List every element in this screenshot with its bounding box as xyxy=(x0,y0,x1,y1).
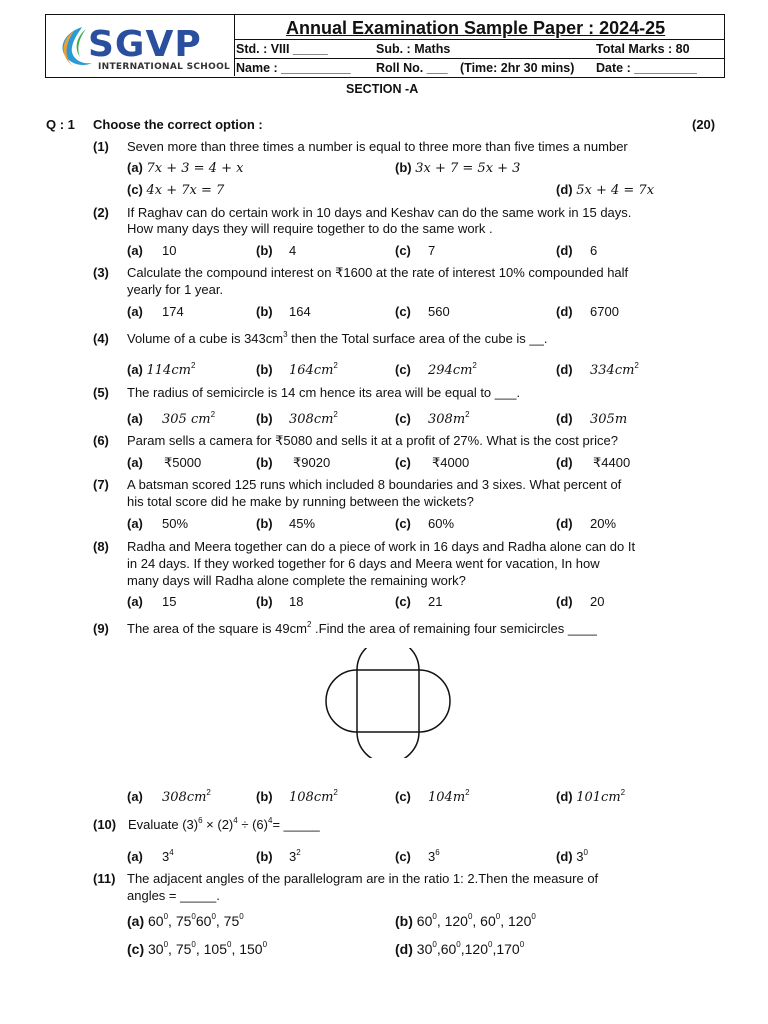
question-number: (6) xyxy=(93,433,109,448)
question-number: (5) xyxy=(93,385,109,400)
question-text: his total score did he make by running between the wickets? xyxy=(127,494,474,509)
question-text: The area of the square is $49cm^2$ .Find the area of remaining four semicircles ____ xyxy=(127,620,597,636)
option-b: (b) $60^0$, $120^0$, $60^0$, $120^0$ xyxy=(395,912,536,929)
option-d-label: (d) xyxy=(556,362,573,377)
subject-field: Sub. : Maths xyxy=(376,42,451,56)
option-d: (d) 5x + 4 = 7x xyxy=(556,182,655,198)
option-a-label: (a) xyxy=(127,304,143,319)
option-b-label: (b) xyxy=(256,243,273,258)
option-d: (d) $101cm^2$ xyxy=(556,788,626,805)
option-c: (c) $30^0$, $75^0$, $105^0$, $150^0$ xyxy=(127,940,268,957)
option-c: 560 xyxy=(428,304,450,319)
school-logo xyxy=(46,15,235,76)
question-text: in 24 days. If they worked together for 6 days and Meera went for vacation, In how xyxy=(127,556,600,571)
option-c-label: (c) xyxy=(395,849,411,864)
option-a: (a) $114cm^2$ xyxy=(127,361,196,378)
date-field: Date : _________ xyxy=(596,61,697,75)
option-b-label: (b) xyxy=(256,411,273,426)
option-d: 305m xyxy=(590,412,628,427)
option-a-label: (a) xyxy=(127,789,143,804)
option-d: (d) $30^0,60^0,120^0,170^0$ xyxy=(395,940,525,957)
option-c: 21 xyxy=(428,594,443,609)
option-a-label: (a) xyxy=(127,411,143,426)
option-c: 60% xyxy=(428,516,455,531)
option-b: $108cm^2$ xyxy=(289,788,338,805)
question-text: angles = _____. xyxy=(127,888,220,903)
option-a: 305 $cm^2$ xyxy=(162,410,216,427)
question-text: The adjacent angles of the parallelogram are in the ratio 1: 2.Then the measure of xyxy=(127,871,599,886)
time-field: (Time: 2hr 30 mins) xyxy=(460,61,575,75)
option-a-label: (a) xyxy=(127,516,143,531)
option-b: $164cm^2$ xyxy=(289,361,338,378)
std-field: Std. : VIII _____ xyxy=(236,42,328,56)
option-c-label: (c) xyxy=(395,789,411,804)
option-d-label: (d) xyxy=(556,243,573,258)
option-a-label: (a) xyxy=(127,455,143,470)
option-c-label: (c) xyxy=(395,516,411,531)
option-d-label: (d) xyxy=(556,304,573,319)
option-c: $308m^2$ xyxy=(428,410,470,427)
option-d-label: (d) xyxy=(556,455,573,470)
option-d: ₹4400 xyxy=(593,455,631,470)
option-a: (a) $60^0$, $75^060^0$, $75^0$ xyxy=(127,912,244,929)
option-d: $334cm^2$ xyxy=(590,361,639,378)
option-b: $3^2$ xyxy=(289,848,301,864)
option-b-label: (b) xyxy=(256,516,273,531)
option-c-label: (c) xyxy=(395,362,411,377)
name-field: Name : __________ xyxy=(236,61,351,75)
question-number: (4) xyxy=(93,331,109,346)
q1-number: Q : 1 xyxy=(46,117,75,132)
option-b: 18 xyxy=(289,594,304,609)
option-b-label: (b) xyxy=(256,304,273,319)
question-text: The radius of semicircle is 14 cm hence its area will be equal to ___. xyxy=(127,385,521,400)
semicircle-bottom xyxy=(357,732,419,758)
question-text: How many days they will require together to do the same work . xyxy=(127,221,493,236)
option-c-label: (c) xyxy=(395,304,411,319)
question-text: Param sells a camera for ₹5080 and sells it at a profit of 27%. What is the cost price? xyxy=(127,433,618,448)
option-b-label: (b) xyxy=(256,789,273,804)
question-number: (3) xyxy=(93,265,109,280)
section-title: SECTION -A xyxy=(346,82,419,96)
option-a: 50% xyxy=(162,516,189,531)
option-c: $104m^2$ xyxy=(428,788,470,805)
option-d-label: (d) xyxy=(556,594,573,609)
question-text: Evaluate $(3)^6 \times (2)^4 \div (6)^4=$ _____ xyxy=(128,816,320,832)
option-b-label: (b) xyxy=(256,362,273,377)
option-a-label: (a) xyxy=(127,243,143,258)
question-text: yearly for 1 year. xyxy=(127,282,224,297)
option-d: 20% xyxy=(590,516,617,531)
option-a: ₹5000 xyxy=(164,455,202,470)
option-a: 10 xyxy=(162,243,177,258)
paper-title: Annual Examination Sample Paper : 2024-25 xyxy=(286,18,666,38)
question-number: (11) xyxy=(93,871,116,886)
question-text: If Raghav can do certain work in 10 days and Keshav can do the same work in 15 days. xyxy=(127,205,632,220)
option-b: ₹9020 xyxy=(293,455,331,470)
question-number: (10) xyxy=(93,817,117,832)
option-b-label: (b) xyxy=(256,455,273,470)
question-number: (9) xyxy=(93,621,109,636)
question-number: (2) xyxy=(93,205,109,220)
option-a: $3^4$ xyxy=(162,848,174,864)
option-a: 174 xyxy=(162,304,184,319)
logo-subtitle: INTERNATIONAL SCHOOL xyxy=(98,62,231,72)
option-c: $3^6$ xyxy=(428,848,440,864)
semicircle-left xyxy=(326,670,357,732)
question-number: (8) xyxy=(93,539,109,554)
option-d: 6 xyxy=(590,243,598,258)
roll-field: Roll No. ___ xyxy=(376,61,448,75)
question-number: (7) xyxy=(93,477,109,492)
square-shape xyxy=(357,670,419,732)
option-c-label: (c) xyxy=(395,243,411,258)
option-b: (b) 3x + 7 = 5x + 3 xyxy=(395,160,521,176)
header-row-2 xyxy=(234,58,724,78)
question-text: Radha and Meera together can do a piece of work in 16 days and Radha alone can do It xyxy=(127,539,636,554)
option-d: 20 xyxy=(590,594,605,609)
q1-marks: (20) xyxy=(692,117,716,132)
total-marks: Total Marks : 80 xyxy=(596,42,690,56)
question-text: Calculate the compound interest on ₹1600 at the rate of interest 10% compounded half xyxy=(127,265,629,280)
option-d: (d) $3^0$ xyxy=(556,848,588,864)
question-number: (1) xyxy=(93,139,109,154)
semicircle-right xyxy=(419,670,450,732)
option-b: 4 xyxy=(289,243,297,258)
option-c: 7 xyxy=(428,243,436,258)
option-a-label: (a) xyxy=(127,849,143,864)
option-b-label: (b) xyxy=(256,594,273,609)
option-b: 45% xyxy=(289,516,316,531)
q1-instruction: Choose the correct option : xyxy=(93,117,263,132)
option-c: $294cm^2$ xyxy=(428,361,477,378)
option-b: 164 xyxy=(289,304,311,319)
square-semicircles-figure xyxy=(325,648,455,758)
question-text: Seven more than three times a number is equal to three more than five times a number xyxy=(127,139,628,154)
option-a-label: (a) xyxy=(127,594,143,609)
question-text: Volume of a cube is $343cm^3$ then the Total surface area of the cube is __. xyxy=(127,330,548,346)
option-a: $308cm^2$ xyxy=(162,788,211,805)
option-a: (a) 7x + 3 = 4 + x xyxy=(127,160,244,176)
option-b: $308cm^2$ xyxy=(289,410,338,427)
option-c: ₹4000 xyxy=(432,455,470,470)
option-c-label: (c) xyxy=(395,594,411,609)
exam-header xyxy=(45,14,725,78)
option-d-label: (d) xyxy=(556,516,573,531)
option-d-label: (d) xyxy=(556,411,573,426)
semicircle-top xyxy=(357,648,419,670)
question-text: A batsman scored 125 runs which included 8 boundaries and 3 sixes. What percent of xyxy=(127,477,622,492)
option-c: (c) 4x + 7x = 7 xyxy=(127,182,225,198)
option-a: 15 xyxy=(162,594,177,609)
option-c-label: (c) xyxy=(395,411,411,426)
logo-wordmark: SGVP xyxy=(88,24,202,65)
option-c-label: (c) xyxy=(395,455,411,470)
question-text: many days will Radha alone complete the remaining work? xyxy=(127,573,466,588)
option-b-label: (b) xyxy=(256,849,273,864)
header-row-1 xyxy=(234,39,724,59)
option-d: 6700 xyxy=(590,304,619,319)
